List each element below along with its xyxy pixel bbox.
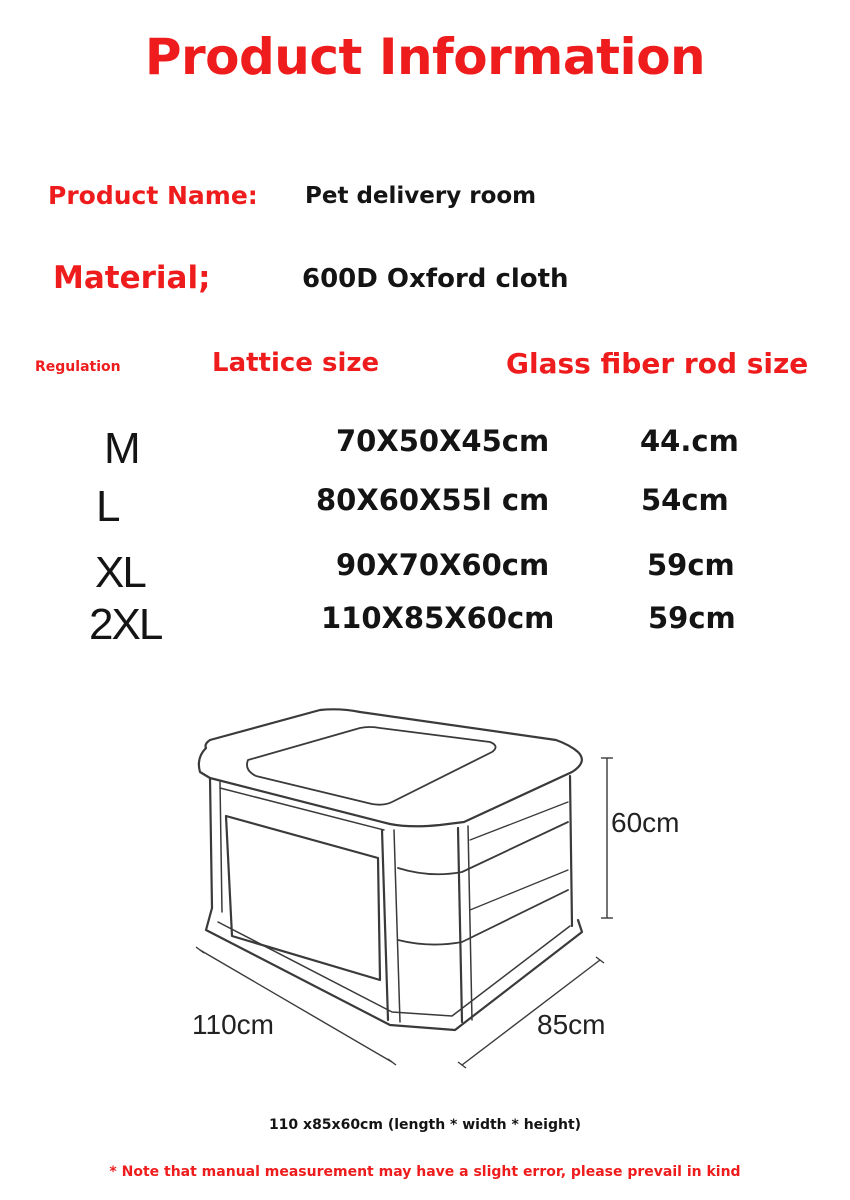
size-label-l: L [96,482,119,531]
pet-room-diagram [0,690,850,1100]
lattice-size-header: Lattice size [212,348,380,378]
size-label-xl: XL [95,548,145,597]
height-dimension-label: 60cm [611,807,680,838]
length-dimension-line [200,950,392,1062]
product-name-value: Pet delivery room [305,183,537,209]
regulation-header: Regulation [35,359,121,375]
material-label: Material; [53,260,211,296]
lattice-size-l: 80X60X55l cm [316,483,550,517]
rod-size-header: Glass fiber rod size [506,347,809,380]
width-dimension-label: 85cm [537,1009,606,1040]
size-label-m: M [104,424,139,473]
top-panel [199,709,582,826]
length-dimension-label: 110cm [192,1009,274,1040]
measurement-note: * Note that manual measurement may have a slight error, please prevail in kind [109,1164,741,1180]
rod-size-m: 44.cm [640,424,739,458]
rod-size-l: 54cm [641,483,729,517]
product-name-label: Product Name: [48,181,258,210]
lattice-size-xl: 90X70X60cm [336,548,550,582]
dimension-caption: 110 x85x60cm (length * width * height) [268,1117,582,1133]
rod-size-2xl: 59cm [648,601,736,635]
front-door [226,816,380,980]
page-title: Product Information [144,28,706,86]
size-label-2xl: 2XL [89,600,162,649]
rod-size-xl: 59cm [647,548,735,582]
lattice-size-m: 70X50X45cm [336,424,550,458]
material-value: 600D Oxford cloth [302,264,569,294]
lattice-size-2xl: 110X85X60cm [321,601,555,635]
